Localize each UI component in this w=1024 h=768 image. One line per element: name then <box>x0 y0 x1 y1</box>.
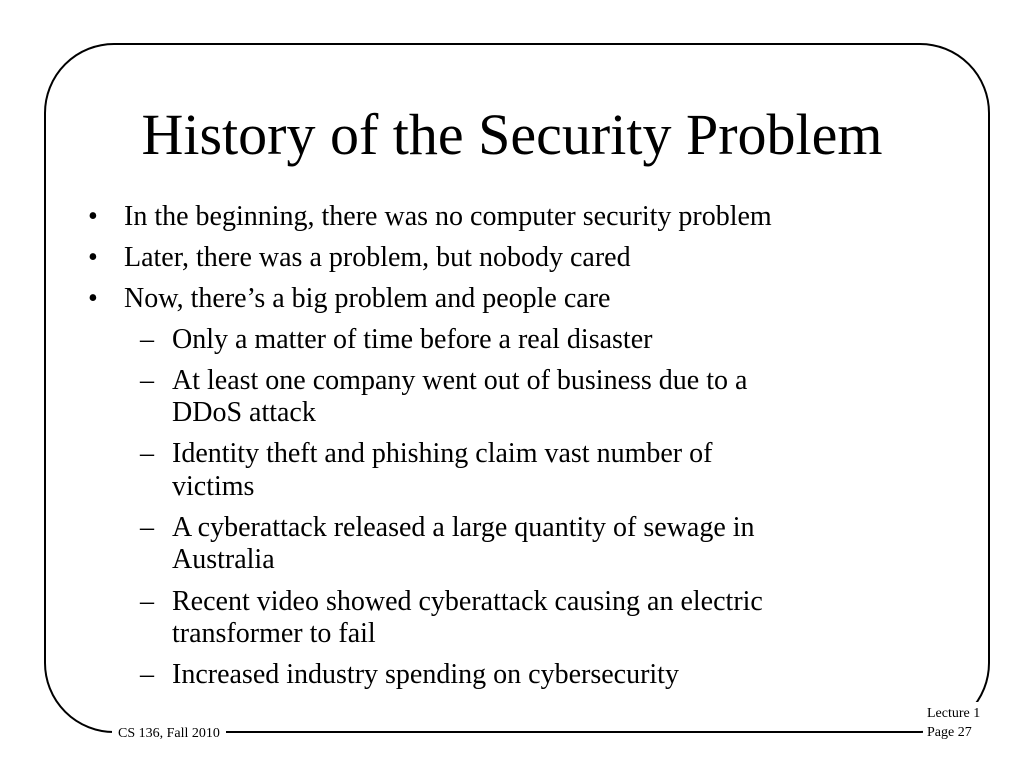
footer-lecture: Lecture 1 <box>927 706 981 721</box>
sub-bullet-item-continuation: transformer to fail <box>172 618 376 649</box>
bullet-item: Now, there’s a big problem and people care <box>124 283 611 314</box>
footer-course: CS 136, Fall 2010 <box>112 724 226 744</box>
sub-bullet-marker: – <box>140 586 154 617</box>
bullet-marker: • <box>88 283 98 314</box>
bullet-item: Later, there was a problem, but nobody cared <box>124 242 631 273</box>
sub-bullet-item-continuation: DDoS attack <box>172 397 316 428</box>
sub-bullet-item: Increased industry spending on cybersecurity <box>172 659 679 690</box>
footer-page-number: Page 27 <box>927 725 972 740</box>
bullet-marker: • <box>88 201 98 232</box>
slide-title: History of the Security Problem <box>141 102 883 167</box>
sub-bullet-marker: – <box>140 324 154 355</box>
sub-bullet-item: A cyberattack released a large quantity of sewage in <box>172 512 755 543</box>
sub-bullet-item: At least one company went out of business due to a <box>172 365 748 396</box>
sub-bullet-item: Recent video showed cyberattack causing an electric <box>172 586 763 617</box>
sub-bullet-item-continuation: victims <box>172 471 255 502</box>
bullet-item: In the beginning, there was no computer security problem <box>124 201 772 232</box>
sub-bullet-marker: – <box>140 365 154 396</box>
sub-bullet-item: Only a matter of time before a real disaster <box>172 324 653 355</box>
sub-bullet-marker: – <box>140 512 154 543</box>
sub-bullet-item-continuation: Australia <box>172 544 275 575</box>
footer-page-info <box>923 702 984 744</box>
sub-bullet-marker: – <box>140 438 154 469</box>
bullet-marker: • <box>88 242 98 273</box>
sub-bullet-marker: – <box>140 659 154 690</box>
sub-bullet-item: Identity theft and phishing claim vast number of <box>172 438 713 469</box>
